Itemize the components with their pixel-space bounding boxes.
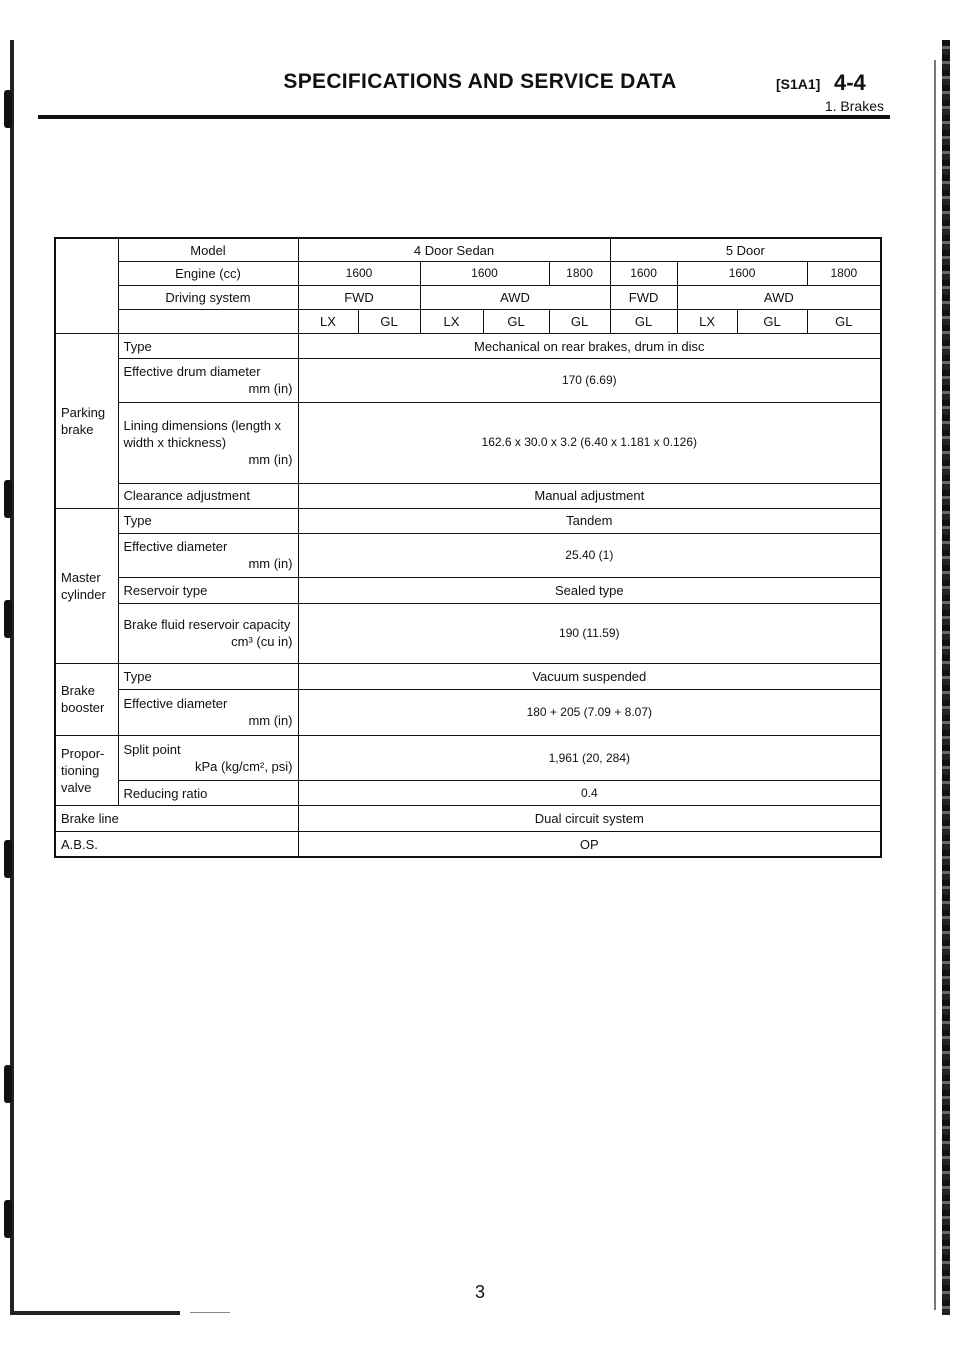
page-bottom-edge-faint — [190, 1312, 230, 1313]
spec-label: Effective diameter — [123, 696, 228, 712]
page-right-edge — [942, 40, 950, 1315]
spec-value: Vacuum suspended — [298, 663, 881, 689]
section-code: [S1A1] — [776, 76, 821, 92]
binder-hole-mark — [4, 840, 12, 878]
spec-value: Sealed type — [298, 577, 881, 603]
table-row — [55, 577, 881, 603]
spec-label: Type — [118, 663, 298, 689]
spec-label-cell — [118, 533, 298, 577]
page-left-edge — [10, 40, 14, 1315]
spec-label: Lining dimensions (length x width x thickness) — [123, 418, 282, 451]
engine-value: 1600 — [677, 262, 807, 286]
engine-value: 1600 — [420, 262, 549, 286]
table-row — [55, 781, 881, 806]
spec-label: Brake fluid reservoir capacity — [123, 617, 291, 633]
spec-label: Reservoir type — [118, 577, 298, 603]
spec-label: A.B.S. — [55, 832, 298, 857]
binder-hole-mark — [4, 480, 12, 518]
spec-label-cell — [118, 603, 298, 663]
grade-value: LX — [298, 310, 358, 334]
grade-value: GL — [483, 310, 549, 334]
grade-value: GL — [737, 310, 807, 334]
table-row — [55, 603, 881, 663]
table-row — [55, 689, 881, 735]
spec-label: Effective diameter — [123, 539, 228, 555]
spec-label-cell — [118, 689, 298, 735]
header-rule — [38, 115, 890, 119]
spec-label-cell — [118, 402, 298, 483]
engine-value: 1800 — [807, 262, 881, 286]
page-bottom-edge — [10, 1311, 180, 1315]
grade-label-blank — [118, 310, 298, 334]
model-5-door: 5 Door — [610, 238, 881, 262]
spec-value: Mechanical on rear brakes, drum in disc — [298, 334, 881, 359]
binder-hole-mark — [4, 1200, 12, 1238]
header-blank-cell — [55, 238, 118, 334]
spec-value: 180 + 205 (7.09 + 8.07) — [298, 689, 881, 735]
spec-value: 0.4 — [298, 781, 881, 806]
spec-unit: cm³ (cu in) — [231, 634, 293, 650]
table-row — [55, 483, 881, 508]
grade-value: GL — [807, 310, 881, 334]
binder-hole-mark — [4, 1065, 12, 1103]
spec-label: Split point — [123, 742, 181, 758]
driving-value: AWD — [677, 286, 881, 310]
header-row-driving — [55, 286, 881, 310]
grade-value: GL — [610, 310, 677, 334]
spec-unit: kPa (kg/cm², psi) — [194, 759, 293, 775]
header-row-engine — [55, 262, 881, 286]
driving-value: AWD — [420, 286, 610, 310]
spec-unit: mm (in) — [248, 452, 293, 468]
engine-value: 1600 — [298, 262, 420, 286]
spec-value: Dual circuit system — [298, 806, 881, 832]
spec-label: Reducing ratio — [118, 781, 298, 806]
header-row-model — [55, 238, 881, 262]
spec-label: Clearance adjustment — [118, 483, 298, 508]
page-code: 4-4 — [834, 70, 866, 95]
table-row — [55, 402, 881, 483]
engine-value: 1800 — [549, 262, 610, 286]
engine-label: Engine (cc) — [118, 262, 298, 286]
table-row — [55, 533, 881, 577]
table-row — [55, 508, 881, 533]
grade-value: LX — [420, 310, 483, 334]
table-row — [55, 735, 881, 781]
model-label: Model — [118, 238, 298, 262]
spec-label: Brake line — [55, 806, 298, 832]
grade-value: GL — [358, 310, 420, 334]
spec-label-cell — [118, 735, 298, 781]
group-brake-booster: Brake booster — [55, 663, 118, 735]
spec-label: Effective drum diameter — [123, 364, 261, 380]
spec-value: 170 (6.69) — [298, 359, 881, 403]
model-4-door-sedan: 4 Door Sedan — [298, 238, 610, 262]
table-row — [55, 359, 881, 403]
page-right-shadow — [934, 60, 936, 1310]
table-row — [55, 832, 881, 857]
spec-value: 25.40 (1) — [298, 533, 881, 577]
table-row — [55, 806, 881, 832]
grade-value: GL — [549, 310, 610, 334]
spec-label: Type — [118, 508, 298, 533]
spec-value: Tandem — [298, 508, 881, 533]
brake-spec-table — [54, 237, 882, 858]
spec-label: Type — [118, 334, 298, 359]
group-master-cylinder: Master cylinder — [55, 508, 118, 663]
table-row — [55, 334, 881, 359]
driving-label: Driving system — [118, 286, 298, 310]
section-subtitle: 1. Brakes — [824, 98, 884, 114]
engine-value: 1600 — [610, 262, 677, 286]
driving-value: FWD — [298, 286, 420, 310]
spec-value: Manual adjustment — [298, 483, 881, 508]
header-row-grade — [55, 310, 881, 334]
spec-value: OP — [298, 832, 881, 857]
group-parking-brake: Parking brake — [55, 334, 118, 509]
spec-value: 1,961 (20, 284) — [298, 735, 881, 781]
spec-unit: mm (in) — [248, 556, 293, 572]
group-proportioning-valve: Propor- tioning valve — [55, 735, 118, 806]
table-row — [55, 663, 881, 689]
spec-unit: mm (in) — [248, 381, 293, 397]
spec-value: 162.6 x 30.0 x 3.2 (6.40 x 1.181 x 0.126) — [298, 402, 881, 483]
page-title: SPECIFICATIONS AND SERVICE DATA — [283, 70, 677, 93]
binder-hole-mark — [4, 90, 12, 128]
spec-unit: mm (in) — [248, 713, 293, 729]
page-number: 3 — [474, 1282, 485, 1302]
spec-value: 190 (11.59) — [298, 603, 881, 663]
driving-value: FWD — [610, 286, 677, 310]
spec-label-cell — [118, 359, 298, 403]
grade-value: LX — [677, 310, 737, 334]
binder-hole-mark — [4, 600, 12, 638]
